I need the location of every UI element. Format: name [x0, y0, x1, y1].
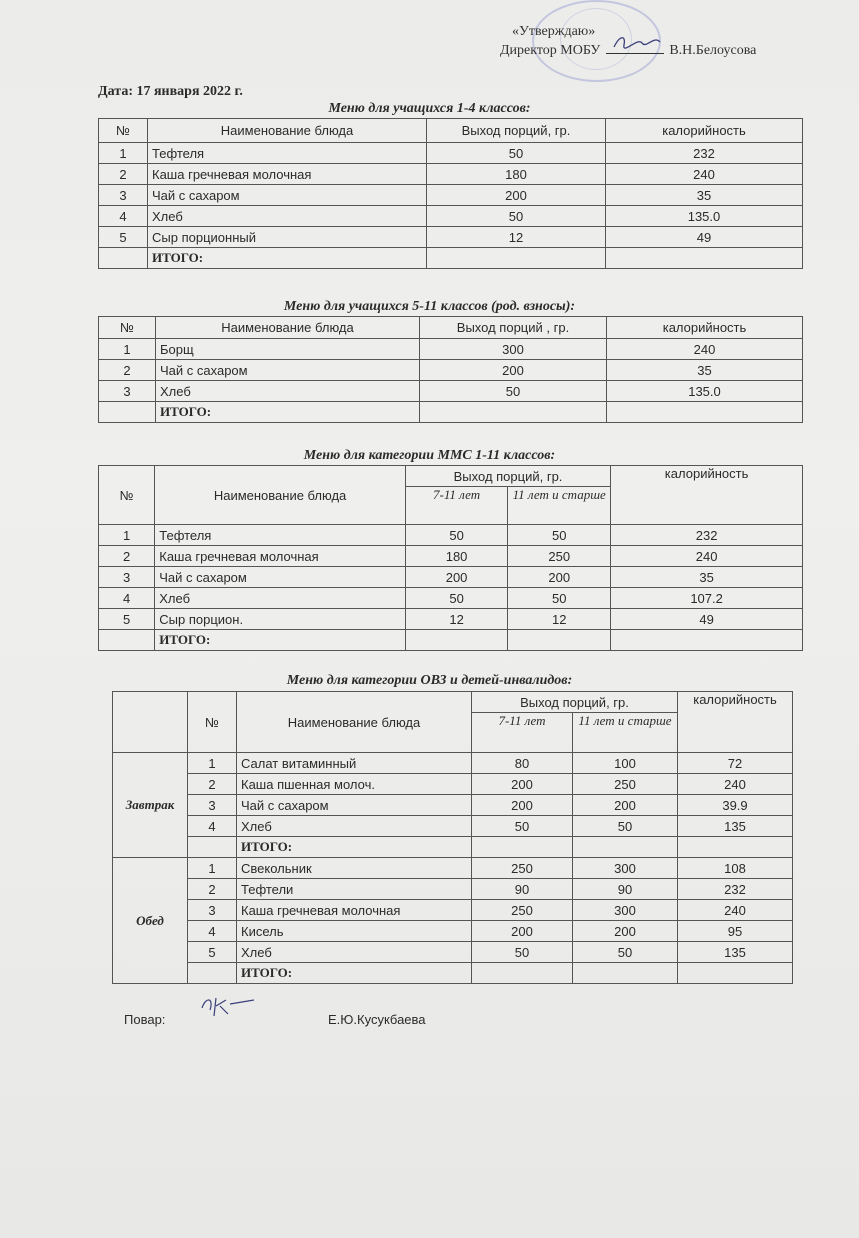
- cell-calories: 108: [678, 858, 793, 879]
- cell-portion-11-plus: 250: [508, 546, 611, 567]
- menu1-title: Меню для учащихся 1-4 классов:: [328, 101, 531, 116]
- cell-portion: 12: [427, 227, 606, 248]
- table-row: [99, 588, 803, 609]
- cell-dish: Каша гречневая молочная: [155, 546, 406, 567]
- cell-portion-11-plus: 50: [508, 588, 611, 609]
- cell-dish: Сыр порционный: [148, 227, 427, 248]
- cell-portion-7-11: 180: [405, 546, 507, 567]
- cell-portion-11-plus: 200: [573, 795, 678, 816]
- table-row: [99, 546, 803, 567]
- cell-dish: Чай с сахаром: [237, 795, 472, 816]
- cell-calories: 232: [678, 879, 793, 900]
- cell-calories: 35: [611, 567, 803, 588]
- cell-calories: 135: [678, 942, 793, 963]
- cell-portion: 180: [427, 164, 606, 185]
- col-portion: Выход порций, гр.: [472, 692, 678, 713]
- director-name: В.Н.Белоусова: [669, 43, 757, 58]
- cell-dish: Тефтеля: [155, 525, 406, 546]
- cell-number: 1: [99, 339, 156, 360]
- cell-calories: 135.0: [606, 206, 803, 227]
- cell-portion-7-11: [472, 963, 573, 984]
- cell-calories: 95: [678, 921, 793, 942]
- cell-portion: 200: [427, 185, 606, 206]
- cell-number: [99, 402, 156, 423]
- table-row: [113, 858, 793, 879]
- col-meal: [113, 692, 188, 753]
- cell-calories: [607, 402, 803, 423]
- cell-number: 5: [99, 227, 148, 248]
- cell-portion-7-11: 250: [472, 900, 573, 921]
- menu4-table: [112, 691, 793, 984]
- cell-number: [99, 630, 155, 651]
- col-age-7-11: 7-11 лет: [472, 713, 573, 753]
- cell-number: [99, 248, 148, 269]
- cell-number: 4: [188, 921, 237, 942]
- table-row: [99, 567, 803, 588]
- cell-portion-7-11: 50: [405, 525, 507, 546]
- menu3-table: [98, 465, 803, 651]
- col-portion: Выход порций, гр.: [405, 466, 610, 487]
- cell-number: 5: [188, 942, 237, 963]
- cell-dish: Сыр порцион.: [155, 609, 406, 630]
- approval-line: «Утверждаю»: [512, 24, 596, 39]
- col-dish: Наименование блюда: [156, 317, 420, 339]
- cell-number: 3: [99, 185, 148, 206]
- col-age-11-plus: 11 лет и старше: [573, 713, 678, 753]
- cell-number: 1: [99, 525, 155, 546]
- table-row: [99, 360, 803, 381]
- cell-portion-7-11: 200: [472, 774, 573, 795]
- cell-calories: 35: [606, 185, 803, 206]
- cell-number: 2: [188, 774, 237, 795]
- cell-dish: Каша гречневая молочная: [237, 900, 472, 921]
- cell-dish: Кисель: [237, 921, 472, 942]
- table-row: [113, 921, 793, 942]
- cell-portion-11-plus: 90: [573, 879, 678, 900]
- cell-portion-7-11: 50: [405, 588, 507, 609]
- cell-number: 3: [188, 900, 237, 921]
- table-row: [113, 942, 793, 963]
- col-dish: Наименование блюда: [237, 692, 472, 753]
- cell-calories: [606, 248, 803, 269]
- cell-calories: 49: [611, 609, 803, 630]
- cell-calories: 135.0: [607, 381, 803, 402]
- cell-calories: 72: [678, 753, 793, 774]
- total-row: [99, 248, 803, 269]
- cell-number: 4: [99, 206, 148, 227]
- total-label: ИТОГО:: [237, 837, 472, 858]
- cell-portion-7-11: [405, 630, 507, 651]
- table-row: [99, 143, 803, 164]
- cell-dish: Борщ: [156, 339, 420, 360]
- cell-number: 2: [99, 360, 156, 381]
- col-age-7-11: 7-11 лет: [405, 487, 507, 525]
- col-dish: Наименование блюда: [155, 466, 406, 525]
- cell-portion-7-11: 250: [472, 858, 573, 879]
- cell-portion-11-plus: 12: [508, 609, 611, 630]
- signature-scribble: [608, 33, 666, 51]
- cell-calories: [678, 837, 793, 858]
- cell-portion-7-11: 200: [405, 567, 507, 588]
- cell-number: 3: [99, 567, 155, 588]
- table-row: [113, 900, 793, 921]
- total-label: ИТОГО:: [156, 402, 420, 423]
- cell-portion-7-11: 200: [472, 921, 573, 942]
- cell-portion: 50: [427, 206, 606, 227]
- cell-portion-7-11: 90: [472, 879, 573, 900]
- cell-portion: 50: [420, 381, 607, 402]
- cell-dish: Салат витаминный: [237, 753, 472, 774]
- col-calories: калорийность: [606, 119, 803, 143]
- cell-portion: 200: [420, 360, 607, 381]
- cook-label: Повар:: [124, 1012, 166, 1027]
- section-breakfast: Завтрак: [113, 753, 188, 858]
- cell-number: 1: [99, 143, 148, 164]
- cell-number: 2: [188, 879, 237, 900]
- cell-number: 3: [99, 381, 156, 402]
- table-row: [113, 816, 793, 837]
- cell-portion-11-plus: [573, 963, 678, 984]
- table-row: [99, 227, 803, 248]
- cell-calories: 135: [678, 816, 793, 837]
- table-row: [99, 609, 803, 630]
- table-row: [99, 381, 803, 402]
- col-number: №: [188, 692, 237, 753]
- cell-portion: 300: [420, 339, 607, 360]
- cell-portion-11-plus: 50: [508, 525, 611, 546]
- approval-block: [500, 22, 757, 60]
- cell-portion-11-plus: 200: [573, 921, 678, 942]
- col-number: №: [99, 317, 156, 339]
- table-row: [113, 774, 793, 795]
- menu2-title: Меню для учащихся 5-11 классов (род. взносы):: [283, 299, 576, 314]
- cell-portion-11-plus: 100: [573, 753, 678, 774]
- cell-portion-7-11: 50: [472, 816, 573, 837]
- total-label: ИТОГО:: [155, 630, 406, 651]
- col-calories: калорийность: [611, 466, 803, 525]
- col-portion: Выход порций , гр.: [420, 317, 607, 339]
- menu4-title: Меню для категории ОВЗ и детей-инвалидов:: [286, 673, 573, 688]
- cell-dish: Хлеб: [156, 381, 420, 402]
- cell-number: 1: [188, 753, 237, 774]
- menu3-title: Меню для категории ММС 1-11 классов:: [303, 448, 556, 463]
- cell-portion-7-11: 50: [472, 942, 573, 963]
- cell-calories: 39.9: [678, 795, 793, 816]
- cell-number: 1: [188, 858, 237, 879]
- cell-dish: Каша пшенная молоч.: [237, 774, 472, 795]
- cell-dish: Чай с сахаром: [148, 185, 427, 206]
- cell-number: 2: [99, 164, 148, 185]
- cell-number: 4: [188, 816, 237, 837]
- cell-calories: 240: [606, 164, 803, 185]
- cell-calories: 240: [611, 546, 803, 567]
- table-row: [99, 339, 803, 360]
- cell-dish: Тефтеля: [148, 143, 427, 164]
- cell-portion-11-plus: 50: [573, 942, 678, 963]
- cell-portion-7-11: 80: [472, 753, 573, 774]
- table-row: [99, 206, 803, 227]
- cell-portion-7-11: 12: [405, 609, 507, 630]
- cell-dish: Хлеб: [237, 816, 472, 837]
- cell-calories: [611, 630, 803, 651]
- cell-calories: 240: [607, 339, 803, 360]
- col-number: №: [99, 466, 155, 525]
- cell-portion-11-plus: 50: [573, 816, 678, 837]
- table-row: [99, 164, 803, 185]
- total-label: ИТОГО:: [148, 248, 427, 269]
- cell-calories: 240: [678, 774, 793, 795]
- cell-calories: 107.2: [611, 588, 803, 609]
- cell-portion-11-plus: 250: [573, 774, 678, 795]
- cell-portion-11-plus: [573, 837, 678, 858]
- document-date: Дата: 17 января 2022 г.: [98, 84, 243, 99]
- table-row: [113, 795, 793, 816]
- cook-name: Е.Ю.Кусукбаева: [328, 1012, 426, 1027]
- total-label: ИТОГО:: [237, 963, 472, 984]
- cell-portion-7-11: [472, 837, 573, 858]
- section-lunch: Обед: [113, 858, 188, 984]
- cell-dish: Хлеб: [237, 942, 472, 963]
- col-number: №: [99, 119, 148, 143]
- director-signature: [606, 41, 664, 54]
- cell-calories: 49: [606, 227, 803, 248]
- cell-dish: Свекольник: [237, 858, 472, 879]
- table-row: [113, 879, 793, 900]
- cell-calories: 240: [678, 900, 793, 921]
- total-row: [113, 837, 793, 858]
- total-row: [113, 963, 793, 984]
- cell-calories: [678, 963, 793, 984]
- cell-dish: Каша гречневая молочная: [148, 164, 427, 185]
- cell-portion-11-plus: 300: [573, 900, 678, 921]
- director-label: Директор МОБУ: [500, 43, 601, 58]
- cell-dish: Чай с сахаром: [156, 360, 420, 381]
- table-row: [113, 753, 793, 774]
- menu2-table: [98, 316, 803, 423]
- cell-portion: [427, 248, 606, 269]
- cell-dish: Хлеб: [148, 206, 427, 227]
- cell-number: 5: [99, 609, 155, 630]
- menu1-table: [98, 118, 803, 269]
- col-calories: калорийность: [607, 317, 803, 339]
- cell-portion: 50: [427, 143, 606, 164]
- cook-signature: [198, 990, 258, 1020]
- cell-portion-11-plus: [508, 630, 611, 651]
- cell-dish: Хлеб: [155, 588, 406, 609]
- table-row: [99, 185, 803, 206]
- cell-portion-7-11: 200: [472, 795, 573, 816]
- cell-number: 4: [99, 588, 155, 609]
- cell-number: 3: [188, 795, 237, 816]
- col-calories: калорийность: [678, 692, 793, 753]
- total-row: [99, 630, 803, 651]
- cell-portion-11-plus: 200: [508, 567, 611, 588]
- cell-portion-11-plus: 300: [573, 858, 678, 879]
- cell-portion: [420, 402, 607, 423]
- col-age-11-plus: 11 лет и старше: [508, 487, 611, 525]
- cell-number: [188, 963, 237, 984]
- cell-number: [188, 837, 237, 858]
- cell-dish: Чай с сахаром: [155, 567, 406, 588]
- table-row: [99, 525, 803, 546]
- cell-number: 2: [99, 546, 155, 567]
- col-dish: Наименование блюда: [148, 119, 427, 143]
- cell-calories: 232: [606, 143, 803, 164]
- cell-calories: 35: [607, 360, 803, 381]
- cell-calories: 232: [611, 525, 803, 546]
- total-row: [99, 402, 803, 423]
- cell-dish: Тефтели: [237, 879, 472, 900]
- col-portion: Выход порций, гр.: [427, 119, 606, 143]
